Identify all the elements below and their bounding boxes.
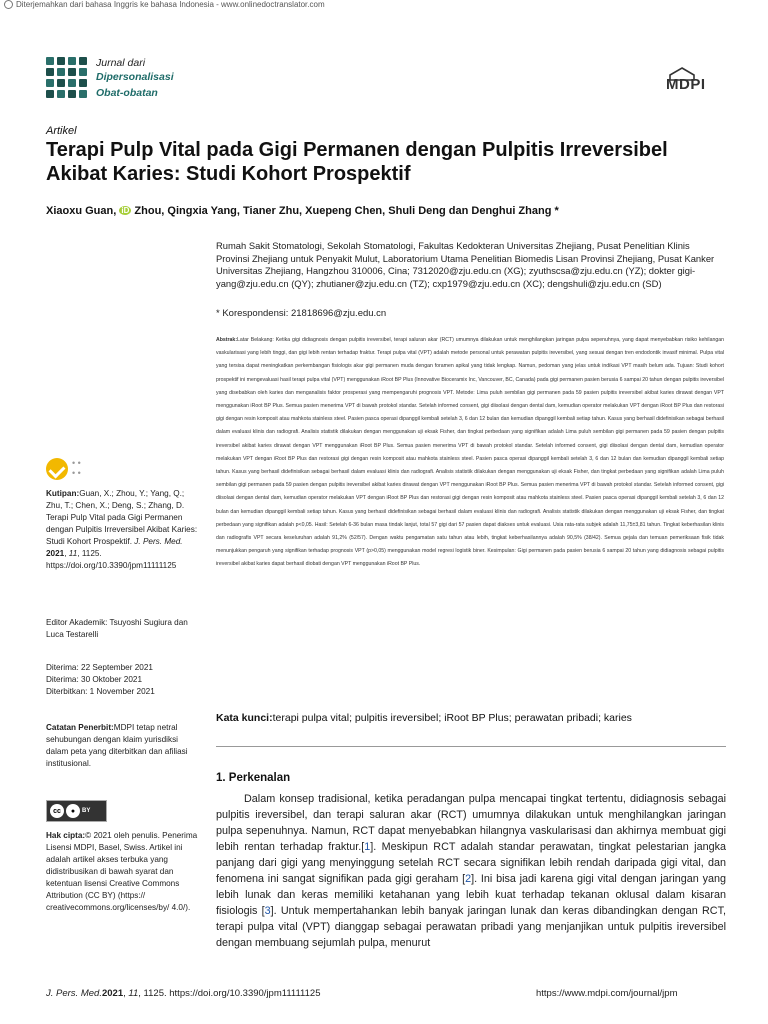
- publisher-note: [46, 722, 198, 770]
- abstract-text: Latar Belakang: Ketika gigi didiagnosis dengan pulpitis ireversibel, terapi saluran akar (RCT) umumnya dilakukan untuk menghilangkan jaringan pulpa sepenuhnya, yang dapat menyebabkan risiko kehilangan vaskularisasi yang lebih tinggi, dan gigi lebih rentan terhadap fraktur. Terapi pulpa vital (VPT) adalah metode personal untuk perawatan pulpitis ireversibel, yang sesuai dengan tren endodontik invasif minimal. Pulpa vital yang tersisa dapat meningkatkan perkembangan fisiologis akar gigi permanen muda dengan foramen apikal yang tidak lengkap. Namun, pedoman yang jelas untuk indikasi VPT masih belum ada. Tujuan: Studi kohort prospektif ini mengevaluasi hasil terapi pulpa vital (VPT) menggunakan iRoot BP Plus (Innovative Bioceramix Inc, Vancouver, BC, Canada) pada gigi permanen pasien berusia 6 sampai 20 tahun dengan pulpitis ireversibel yang disebabkan oleh karies dan menganalisis faktor prosperasi yang mempengaruhi prognosis VPT. Metode: Lima puluh sembilan gigi permanen pada 59 pasien pulpitis ireversibel akibat karies dirawat dengan VPT menggunakan iRoot BP Plus. Semua pasien menerima VPT di bawah protokol standar. Setelah informed consent, gigi diisolasi dengan dental dam, kemudian operator melakukan VPT dengan iRoot BP Plus dan restorasi gigi dengan resin komposit atau mahkota stainless steel. Pasien pasca operasi dipanggil kembali setelah 3, 6 dan 12 bulan dan kemudian dipanggil kembali setiap tahun. Kasus yang berhasil didefinisikan sebagai berhasil dalam evaluasi klinis dan radiografi. Analisis statistik dilakukan dengan menggunakan uji eksak Fisher, dan tingkat perbedaan yang signifikan adalah Lima puluh sembilan gigi permanen pada 59 pasien dengan pulpitis ireversibel akibat karies dirawat dengan VPT menggunakan iRoot BP Plus. Semua pasien menerima VPT di bawah protokol standar. Setelah informed consent, gigi diisolasi dengan dental dam, kemudian operator melakukan VPT dengan iRoot BP Plus dan restorasi gigi dengan resin komposit atau mahkota stainless steel. Pasien pasca operasi dipanggil kembali setelah 3, 6 dan 12 bulan dan kemudian dipanggil kembali setiap tahun. Kasus yang berhasil didefinisikan sebagai berhasil dalam evaluasi klinis dan radiografi. Analisis statistik dilakukan dengan menggunakan uji eksak Fisher, dan tingkat perbedaan yang signifikan adalah Lima puluh sembilan gigi permanen pada 59 pasien dengan pulpitis ireversibel akibat karies dirawat dengan VPT menggunakan iRoot BP Plus. Semua pasien menerima VPT di bawah protokol standar. Setelah informed consent, gigi diisolasi dengan dental dam, kemudian operator melakukan VPT dengan iRoot BP Plus dan restorasi gigi dengan resin komposit atau mahkota stainless steel. Pasien pasca operasi dipanggil kembali setelah 3, 6 dan 12 bulan dan kemudian dipanggil kembali setiap tahun. Kasus yang berhasil didefinisikan sebagai berhasil dalam evaluasi klinis dan radiografi. Analisis statistik dilakukan dengan menggunakan uji eksak Fisher, dan tingkat perbedaan yang signifikan adalah p<0,05. Hasil: Setelah 6-36 bulan masa tindak lanjut, total 57 gigi dari 57 pasien dapat diakses untuk evaluasi. Usia rata-rata subjek adalah 11,75±3,81 tahun. Tingkat keberhasilan klinis dan radiografis VPT secara keseluruhan adalah 91,2% (52/57). Dengan waktu pengamatan satu tahun atau lebih, tingkat keberhasilannya adalah 90,5% (38/42). Semua gejala dan temuan pemeriksaan fisik tidak menunjukkan pengaruh yang signifikan terhadap prognosis VPT (p>0,05) menggunakan model regresi logistik biner. Kesimpulan: Gigi permanen pada pasien berusia 6 sampai 20 tahun yang didiagnosis sebagai pulpitis ireversibel akibat karies dapat berhasil diobati dengan VPT menggunakan iRoot BP Plus.: [216, 337, 724, 568]
- intro-text-2: ]. Meskipun RCT adalah standar perawatan, tingkat pelestarian jangka panjang dari gigi yang menyinggung setelah RCT secara signifikan lebih rendah daripada gigi vital, dan fenomena ini sangat signifikan pada gigi geraham [: [216, 841, 726, 885]
- copyright: [46, 830, 198, 914]
- translation-banner[interactable]: [4, 0, 325, 9]
- abstract: [216, 334, 724, 572]
- journal-line-3: Obat-obatan: [96, 87, 158, 99]
- dates: [46, 662, 198, 698]
- banner-text: Diterjemahkan dari bahasa Inggris ke bahasa Indonesia - www.onlinedoctranslator.com: [16, 0, 325, 9]
- journal-line-1: Jurnal dari: [96, 57, 146, 69]
- footer-url[interactable]: https://www.mdpi.com/journal/jpm: [536, 988, 678, 999]
- intro-text-1: Dalam konsep tradisional, ketika peradangan pulpa mencapai tingkat tertentu, didiagnosis sebagai pulpitis ireversibel, dan terapi saluran akar (RCT) umumnya dilakukan untuk menghilangkan jaringan pulpa sepenuhnya. Namun, RCT dapat menyebabkan hilangnya vaskularisasi dan akhirnya membuat gigi lebih rentan terhadap fraktur.: [216, 793, 726, 853]
- intro-text-4: ]. Untuk mempertahankan lebih banyak jaringan lunak dan keras dibandingkan dengan RCT, terapi pulpa vital (VPT) dianggap sebagai perawatan pribadi yang menjanjikan untuk pulpitis ireversibel dengan membuang sejumlah pulpa, menurut: [216, 905, 726, 949]
- academic-editor: Editor Akademik: Tsuyoshi Sugiura dan Luca Testarelli: [46, 618, 188, 639]
- keywords-label: Kata kunci:: [216, 712, 273, 724]
- publisher-note-label: Catatan Penerbit:: [46, 723, 114, 732]
- footer-volume: 11: [128, 988, 139, 999]
- citation-label: Kutipan:: [46, 489, 80, 498]
- intro-text-3: ]. Ini bisa jadi karena gigi vital dengan jaringan yang lebih lunak dan keras memiliki ketahanan yang lebih kuat terhadap tekanan oklusal dalam kisaran fisiologis [: [216, 873, 726, 917]
- check-updates-label: • • • •: [72, 458, 81, 478]
- journal-line-2: Dipersonalisasi: [96, 71, 174, 83]
- authors-part-1: Xiaoxu Guan,: [46, 205, 117, 217]
- section-heading: 1. Perkenalan: [216, 772, 291, 784]
- citation: Kutipan:Guan, X.; Zhou, Y.; Yang, Q.; Zhu, T.; Chen, X.; Deng, S.; Zhang, D. Terapi Pulp Vital pada Gigi Permanen dengan Pulpitis Irreversibel Akibat Karies: Studi Kohort Prospektif. J. Pers. Med. 2021, 11, 1125. https://doi.org/10.3390/jpm11111125: [46, 489, 198, 570]
- author-list: [46, 205, 746, 217]
- accepted-date: Diterima: 30 Oktober 2021: [46, 675, 143, 684]
- affiliation: Rumah Sakit Stomatologi, Sekolah Stomatologi, Fakultas Kedokteran Universitas Zhejiang, Pusat Penelitian Klinis Provinsi Zhejiang untuk Penyakit Mulut, Laboratorium Utama Penelitian Biomedis Lisan Provinsi Zhejiang, Pusat Kanker Universitas Zhejiang, Hangzhou 310006, Cina; 7312020@zju.edu.cn (XG); zyuthscsa@zju.edu.cn (YZ); dokter gigi-yang@zju.edu.cn (QY); zhutianer@zju.edu.cn (TZ); cxp1979@zju.edu.cn (XC); dengshuli@zju.edu.cn (SD): [216, 240, 715, 289]
- citation-text: Guan, X.; Zhou, Y.; Yang, Q.; Zhu, T.; Chen, X.; Deng, S.; Zhang, D. Terapi Pulp Vital pada Gigi Permanen dengan Pulpitis Irreversibel Akibat Karies: Studi Kohort Prospektif.: [46, 489, 198, 546]
- authors-part-2: Zhou, Qingxia Yang, Tianer Zhu, Xuepeng Chen, Shuli Deng dan Denghui Zhang *: [134, 205, 559, 217]
- footer-citation: J. Pers. Med.2021, 11, 1125. https://doi.org/10.3390/jpm11111125: [46, 988, 321, 999]
- introduction-paragraph: Dalam konsep tradisional, ketika peradangan pulpa mencapai tingkat tertentu, didiagnosis sebagai pulpitis ireversibel, dan terapi saluran akar (RCT) umumnya dilakukan untuk menghilangkan jaringan pulpa sepenuhnya. Namun, RCT dapat menyebabkan hilangnya vaskularisasi dan akhirnya membuat gigi lebih rentan terhadap fraktur.[1]. Meskipun RCT adalah standar perawatan, tingkat pelestarian jangka panjang dari gigi yang menyinggung setelah RCT secara signifikan lebih rendah daripada gigi vital, dan fenomena ini sangat signifikan pada gigi geraham [2]. Ini bisa jadi karena gigi vital dengan jaringan yang lebih lunak dan keras memiliki ketahanan yang lebih kuat terhadap tekanan oklusal dalam kisaran fisiologis [3]. Untuk mempertahankan lebih banyak jaringan lunak dan keras dibandingkan dengan RCT, terapi pulpa vital (VPT) dianggap sebagai perawatan pribadi yang menjanjikan untuk pulpitis ireversibel dengan membuang sejumlah pulpa, menurut: [216, 793, 726, 949]
- keywords-text: terapi pulpa vital; pulpitis ireversibel; iRoot BP Plus; perawatan pribadi; karies: [272, 712, 632, 724]
- footer-year: 2021: [101, 988, 124, 999]
- correspondence: * Korespondensi: 21818696@zju.edu.cn: [216, 308, 387, 319]
- copyright-label: Hak cipta:: [46, 831, 86, 840]
- citation-journal: J. Pers. Med.: [134, 537, 183, 546]
- journal-logo: [46, 57, 86, 97]
- citation-year: 2021: [46, 549, 65, 558]
- by-label: BY: [82, 808, 91, 814]
- footer-doi[interactable]: , 1125. https://doi.org/10.3390/jpm11111125: [138, 988, 321, 999]
- copyright-text: © 2021 oleh penulis. Penerima Lisensi MDPI, Basel, Swiss. Artikel ini adalah artikel akses terbuka yang didistribusikan di bawah syarat dan ketentuan lisensi Creative Commons Attribution (CC BY) (https:// creativecommons.org/licenses/by/ 4.0/).: [46, 831, 198, 912]
- person-icon: ●: [66, 804, 80, 818]
- abstract-label: Abstrak:: [216, 337, 238, 343]
- reference-link[interactable]: 3: [264, 905, 271, 917]
- translate-icon: [4, 0, 13, 9]
- published-date: Diterbitkan: 1 November 2021: [46, 687, 155, 696]
- article-type: Artikel: [46, 125, 77, 137]
- publisher-note-text: MDPI tetap netral sehubungan dengan klaim yurisdiksi dalam peta yang diterbitkan dan afiliasi institusional.: [46, 723, 188, 768]
- reference-link[interactable]: 1: [364, 841, 371, 853]
- cc-icon: cc: [50, 804, 64, 818]
- footer-journal: J. Pers. Med.: [46, 988, 102, 999]
- article-title: Terapi Pulp Vital pada Gigi Permanen dengan Pulpitis Irreversibel Akibat Karies: Studi Kohort Prospektif: [46, 139, 668, 185]
- orcid-icon[interactable]: iD: [121, 206, 130, 215]
- citation-doi[interactable]: , 1125. https://doi.org/10.3390/jpm11111125: [46, 549, 177, 570]
- section-divider: [216, 746, 726, 747]
- citation-volume: 11: [68, 549, 78, 558]
- reference-link[interactable]: 2: [465, 873, 472, 885]
- received-date: Diterima: 22 September 2021: [46, 663, 153, 672]
- publisher-logo[interactable]: [664, 66, 726, 103]
- journal-name: [96, 56, 174, 100]
- keywords: [216, 712, 726, 724]
- cc-license-badge[interactable]: [46, 800, 107, 822]
- check-for-updates-icon[interactable]: [46, 458, 68, 480]
- publisher-name: MDPI: [666, 76, 706, 93]
